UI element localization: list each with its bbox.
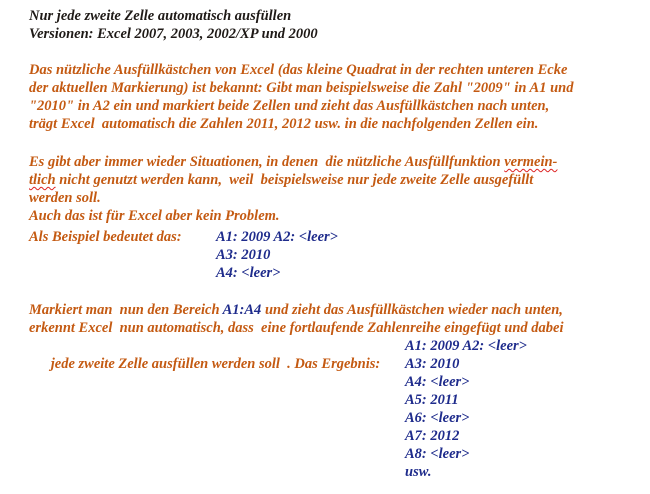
situation-line <box>29 153 639 171</box>
example-value: A1: 2009 A2: <leer> <box>216 229 338 245</box>
example-block <box>29 228 338 282</box>
spellcheck-word: tlich <box>29 172 56 188</box>
situation-line <box>29 171 639 189</box>
situation-text: Es gibt aber immer wieder Situationen, in denen die nützliche Ausfüllfunktion <box>29 154 505 170</box>
result-list <box>405 355 469 481</box>
example-value: A3: 2010 <box>216 247 271 263</box>
versions-line: Versionen: Excel 2007, 2003, 2002/XP und 2000 <box>29 26 318 42</box>
result-text: Markiert man nun den Bereich <box>29 302 223 318</box>
example-row <box>29 246 271 264</box>
result-value: usw. <box>405 464 432 480</box>
document-title: Nur jede zweite Zelle automatisch ausfüllen <box>29 8 292 24</box>
example-label: Als Beispiel bedeutet das: <box>29 229 182 245</box>
result-value: A1: 2009 A2: <leer> <box>405 338 527 354</box>
range-reference: A1:A4 <box>222 302 262 318</box>
result-value: A6: <leer> <box>405 410 470 426</box>
result-line <box>29 301 644 319</box>
result-value: A5: 2011 <box>405 392 459 408</box>
situation-text: nicht genutzt werden kann, weil beispielsweise nur jede zweite Zelle ausgefüllt <box>55 172 534 188</box>
intro-paragraph <box>29 61 639 133</box>
example-row <box>29 228 338 246</box>
result-value: A3: 2010 <box>405 356 460 372</box>
spellcheck-word: vermein- <box>504 154 558 170</box>
example-row <box>29 264 281 282</box>
intro-line: "2010" in A2 ein und markiert beide Zellen und zieht das Ausfüllkästchen nach unten, <box>29 98 550 114</box>
ergebnis-label: jede zweite Zelle ausfüllen werden soll . Das Ergebnis: <box>50 356 381 372</box>
result-line: erkennt Excel nun automatisch, dass eine fortlaufende Zahlenreihe eingefügt und dabei <box>29 320 564 336</box>
situation-line: werden soll. <box>29 190 101 206</box>
result-text: und zieht das Ausfüllkästchen wieder nach unten, <box>261 302 563 318</box>
intro-line: Das nützliche Ausfüllkästchen von Excel (das kleine Quadrat in der rechten unteren Ecke <box>29 62 568 78</box>
intro-line: der aktuellen Markierung) ist bekannt: Gibt man beispielsweise die Zahl "2009" in A1 und <box>29 80 574 96</box>
result-value: A8: <leer> <box>405 446 470 462</box>
situation-paragraph <box>29 153 639 225</box>
result-value: A4: <leer> <box>405 374 470 390</box>
example-value: A4: <leer> <box>216 265 281 281</box>
result-value: A7: 2012 <box>405 428 460 444</box>
document-header <box>29 7 318 43</box>
intro-line: trägt Excel automatisch die Zahlen 2011, 2012 usw. in die nachfolgenden Zellen ein. <box>29 116 539 132</box>
situation-line: Auch das ist für Excel aber kein Problem. <box>29 208 280 224</box>
